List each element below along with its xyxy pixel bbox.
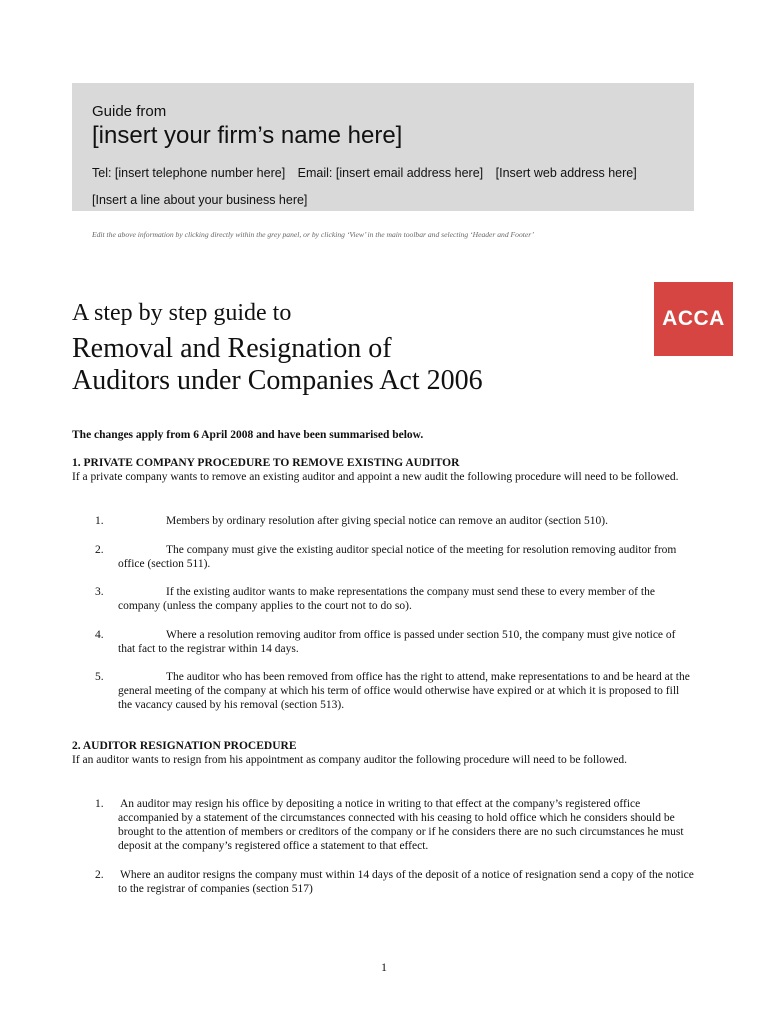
list-item-text: The auditor who has been removed from office has the right to attend, make representations to and be heard at the general meeting of the company at which his term of office would otherwise have expired or at which it is proposed to fill the vacancy caused by his removal (section 513). <box>118 671 690 711</box>
title-subheading: A step by step guide to <box>72 300 292 326</box>
list-item-text: If the existing auditor wants to make representations the company must send these to every member of the company (unless the company applies to the court not to do so). <box>118 586 655 612</box>
list-item-number: 3. <box>95 586 104 598</box>
list-item-text: Members by ordinary resolution after giving special notice can remove an auditor (section 510). <box>166 515 608 527</box>
document-title <box>72 299 483 397</box>
list-item <box>95 514 695 528</box>
list-item-text: An auditor may resign his office by depositing a notice in writing to that effect at the company’s registered office accompanied by a statement of the circumstances connected with his ceasing to hold office which he considers should be brought to the attention of members or creditors of the company or if he considers there are no such circumstances he must deposit at the company’s registered office a statement to that effect. <box>118 798 684 852</box>
list-item <box>95 868 695 896</box>
list-item-number: 4. <box>95 629 104 641</box>
section-2 <box>72 740 696 767</box>
list-item <box>95 585 695 613</box>
list-item <box>95 628 695 656</box>
acca-logo: ACCA <box>654 282 733 356</box>
section-1 <box>72 457 696 484</box>
business-line-placeholder[interactable]: [Insert a line about your business here] <box>92 193 308 207</box>
list-item <box>95 797 695 853</box>
section-1-intro: If a private company wants to remove an existing auditor and appoint a new audit the following procedure will need to be followed. <box>72 470 679 483</box>
firm-name-placeholder[interactable]: [insert your firm’s name here] <box>92 122 403 149</box>
list-item-number: 5. <box>95 671 104 683</box>
telephone-placeholder[interactable]: Tel: [insert telephone number here] <box>92 166 286 180</box>
list-item-number: 1. <box>95 515 104 527</box>
guide-from-label: Guide from <box>92 103 167 120</box>
section-2-heading: 2. AUDITOR RESIGNATION PROCEDURE <box>72 740 297 752</box>
changes-summary-line: The changes apply from 6 April 2008 and have been summarised below. <box>72 429 424 441</box>
list-item-text: The company must give the existing auditor special notice of the meeting for resolution removing auditor from office (section 511). <box>118 544 677 570</box>
title-line-1: Removal and Resignation of <box>72 333 392 364</box>
list-item <box>95 543 695 571</box>
edit-instructions-note: Edit the above information by clicking directly within the grey panel, or by clicking ‘View’ in the main toolbar and selecting ‘Header and Footer’ <box>92 230 535 239</box>
section-2-intro: If an auditor wants to resign from his appointment as company auditor the following procedure will need to be followed. <box>72 753 628 766</box>
list-item <box>95 670 695 712</box>
list-item-number: 2. <box>95 544 104 556</box>
contact-line <box>92 166 694 181</box>
section-1-heading: 1. PRIVATE COMPANY PROCEDURE TO REMOVE EXISTING AUDITOR <box>72 457 460 469</box>
list-item-number: 1. <box>95 798 104 810</box>
email-placeholder[interactable]: Email: [insert email address here] <box>297 166 484 180</box>
title-line-2: Auditors under Companies Act 2006 <box>72 365 483 396</box>
list-item-text: Where an auditor resigns the company must within 14 days of the deposit of a notice of resignation send a copy of the notice to the registrar of companies (section 517) <box>118 869 694 895</box>
header-panel[interactable] <box>72 83 694 211</box>
page-number: 1 <box>381 960 387 974</box>
web-address-placeholder[interactable]: [Insert web address here] <box>495 166 637 180</box>
list-item-text: Where a resolution removing auditor from office is passed under section 510, the company must give notice of that fact to the registrar within 14 days. <box>118 629 676 655</box>
list-item-number: 2. <box>95 869 104 881</box>
